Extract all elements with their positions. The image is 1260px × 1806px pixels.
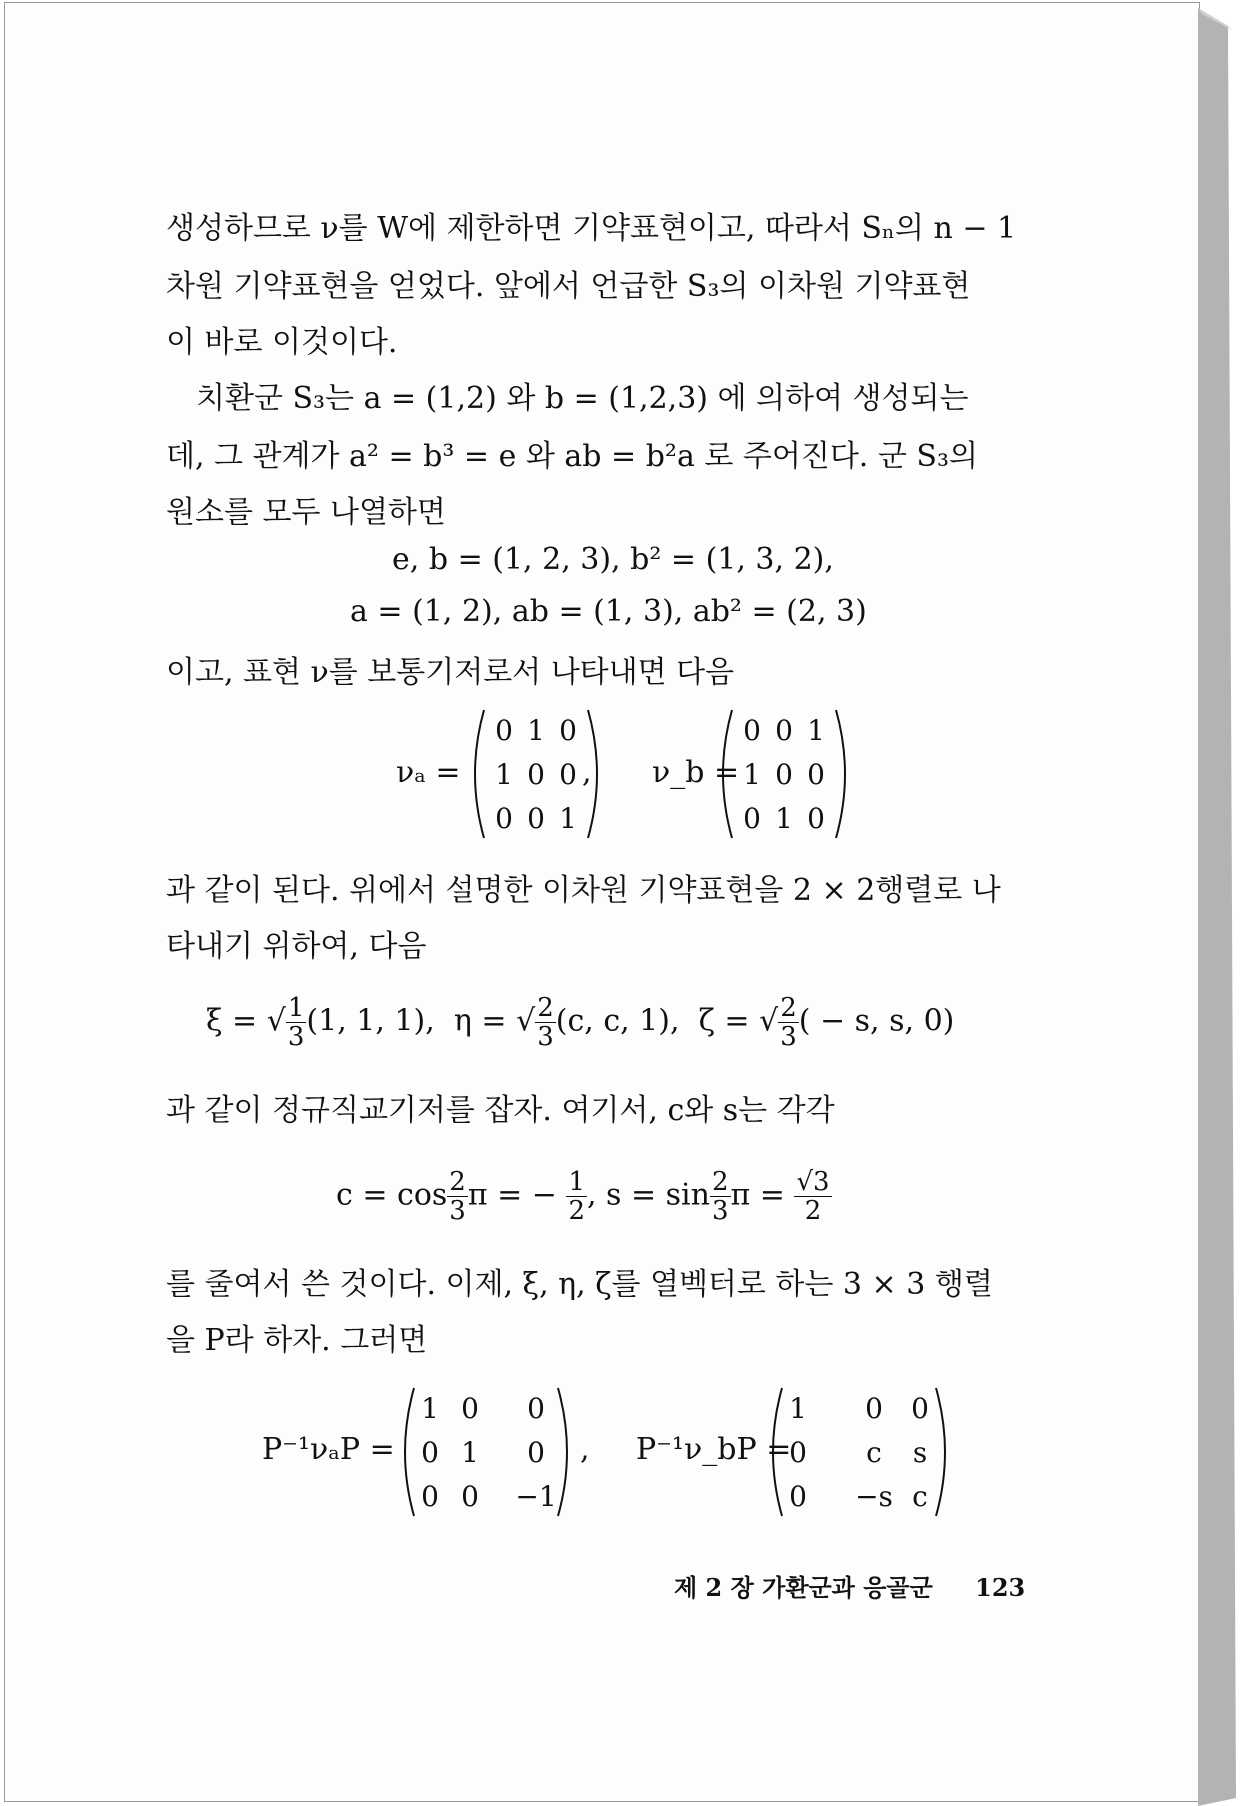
pb-label: P⁻¹ν_bP = bbox=[636, 1432, 792, 1467]
matrix-cell: 0 bbox=[527, 1436, 545, 1469]
paragraph-4-line-2: 타내기 위하여, 다음 bbox=[166, 929, 427, 964]
c-fraction: $\frac{2}{3}$ bbox=[449, 1167, 466, 1226]
matrix-cell: 0 bbox=[461, 1480, 479, 1513]
elements-line-1: e, b = (1, 2, 3), b² = (1, 3, 2), bbox=[392, 542, 834, 577]
matrix-cell: 0 bbox=[527, 1392, 545, 1425]
matrix-cell: 0 bbox=[495, 714, 513, 747]
matrix-cell: s bbox=[912, 1436, 928, 1469]
matrix-cell: 1 bbox=[527, 714, 545, 747]
matrix-cell: 0 bbox=[421, 1436, 439, 1469]
matrix-cell: 1 bbox=[559, 802, 577, 835]
matrix-cell: 1 bbox=[495, 758, 513, 791]
zeta-vector: ( − s, s, 0) bbox=[798, 1003, 955, 1039]
c-definition: c = cos bbox=[336, 1177, 448, 1213]
pa-matrix bbox=[396, 1384, 576, 1520]
eta-vector: (c, c, 1), bbox=[555, 1003, 680, 1039]
cs-equation bbox=[336, 1168, 832, 1225]
matrix-cell: 1 bbox=[743, 758, 761, 791]
page-edge-shadow bbox=[1198, 8, 1238, 1806]
matrix-cell: 0 bbox=[775, 758, 793, 791]
matrix-cell: 0 bbox=[461, 1392, 479, 1425]
nu-a-label: νₐ = bbox=[396, 755, 461, 790]
matrix-cell: 1 bbox=[775, 802, 793, 835]
paragraph-2-line-3: 원소를 모두 나열하면 bbox=[166, 495, 446, 530]
paragraph-1-line-3: 이 바로 이것이다. bbox=[166, 325, 398, 360]
matrix-cell: 1 bbox=[461, 1436, 479, 1469]
paragraph-1-line-1: 생성하므로 ν를 W에 제한하면 기약표현이고, 따라서 Sₙ의 n − 1 bbox=[166, 211, 1017, 246]
xi-fraction: $\frac{1}{3}$ bbox=[287, 993, 305, 1052]
matrix-cell: 1 bbox=[807, 714, 825, 747]
sqrt-icon: √ bbox=[266, 1003, 286, 1039]
basis-equation bbox=[206, 994, 954, 1051]
matrix-cell: 0 bbox=[421, 1480, 439, 1513]
matrix-cell: 0 bbox=[807, 758, 825, 791]
paragraph-2-line-2: 데, 그 관계가 a² = b³ = e 와 ab = b²a 로 주어진다. 군 S₃의 bbox=[166, 439, 978, 474]
pb-matrix bbox=[764, 1384, 954, 1520]
page-footer bbox=[674, 1568, 1025, 1603]
page-number: 123 bbox=[975, 1573, 1026, 1602]
paragraph-2-line-1: 치환군 S₃는 a = (1,2) 와 b = (1,2,3) 에 의하여 생성되는 bbox=[196, 381, 969, 416]
matrix-cell: 1 bbox=[789, 1392, 807, 1425]
matrix-cell: 0 bbox=[559, 714, 577, 747]
chapter-title: 제 2 장 가환군과 응골군 bbox=[674, 1573, 933, 1602]
paragraph-1-line-2: 차원 기약표현을 얻었다. 앞에서 언급한 S₃의 이차원 기약표현 bbox=[166, 269, 971, 304]
matrix-cell: 0 bbox=[527, 758, 545, 791]
matrix-cell: c bbox=[912, 1480, 928, 1513]
s-definition: , s = sin bbox=[586, 1177, 710, 1213]
matrix-cell: −s bbox=[855, 1480, 893, 1513]
matrix-cell: 0 bbox=[527, 802, 545, 835]
comma: , bbox=[580, 1432, 590, 1467]
paragraph-4-line-1: 과 같이 된다. 위에서 설명한 이차원 기약표현을 2 × 2행렬로 나 bbox=[166, 873, 1001, 908]
matrix-cell: 0 bbox=[559, 758, 577, 791]
zeta-fraction: $\frac{2}{3}$ bbox=[780, 993, 797, 1052]
xi-vector: (1, 1, 1), bbox=[306, 1003, 435, 1039]
s-pi: π = bbox=[730, 1177, 785, 1213]
matrix-cell: 0 bbox=[743, 714, 761, 747]
paragraph-5-line-1: 과 같이 정규직교기저를 잡자. 여기서, c와 s는 각각 bbox=[166, 1093, 835, 1128]
nu-b-matrix bbox=[714, 706, 854, 842]
paragraph-6-line-1: 를 줄여서 쓴 것이다. 이제, ξ, η, ζ를 열벡터로 하는 3 × 3 행렬 bbox=[166, 1267, 993, 1302]
zeta-label: ζ = bbox=[698, 1003, 750, 1039]
paragraph-6-line-2: 을 P라 하자. 그러면 bbox=[166, 1323, 428, 1358]
matrix-cell: c bbox=[866, 1436, 882, 1469]
matrix-cell: 0 bbox=[775, 714, 793, 747]
matrix-cell: 0 bbox=[789, 1436, 807, 1469]
matrix-cell: 0 bbox=[743, 802, 761, 835]
eta-label: η = bbox=[453, 1003, 507, 1039]
sqrt-icon: √ bbox=[516, 1003, 536, 1039]
pa-label: P⁻¹νₐP = bbox=[262, 1432, 395, 1467]
sqrt-icon: √ bbox=[759, 1003, 779, 1039]
elements-line-2: a = (1, 2), ab = (1, 3), ab² = (2, 3) bbox=[350, 594, 867, 629]
paragraph-3-line-1: 이고, 표현 ν를 보통기저로서 나타내면 다음 bbox=[166, 655, 735, 690]
matrix-cell: 0 bbox=[911, 1392, 929, 1425]
nu-b-label: ν_b = bbox=[652, 755, 740, 790]
matrix-cell: −1 bbox=[515, 1480, 557, 1513]
matrix-cell: 0 bbox=[495, 802, 513, 835]
s-value-fraction: $\frac{√3}{2}$ bbox=[796, 1167, 830, 1226]
eta-fraction: $\frac{2}{3}$ bbox=[537, 993, 554, 1052]
matrix-cell: 1 bbox=[421, 1392, 439, 1425]
matrix-cell: 0 bbox=[865, 1392, 883, 1425]
matrix-cell: 0 bbox=[807, 802, 825, 835]
s-fraction: $\frac{2}{3}$ bbox=[711, 1167, 729, 1226]
matrix-cell: 0 bbox=[789, 1480, 807, 1513]
comma: , bbox=[582, 755, 592, 790]
xi-label: ξ = bbox=[206, 1003, 258, 1039]
c-pi: π = − bbox=[467, 1177, 557, 1213]
c-value-fraction: $\frac{1}{2}$ bbox=[568, 1167, 585, 1226]
